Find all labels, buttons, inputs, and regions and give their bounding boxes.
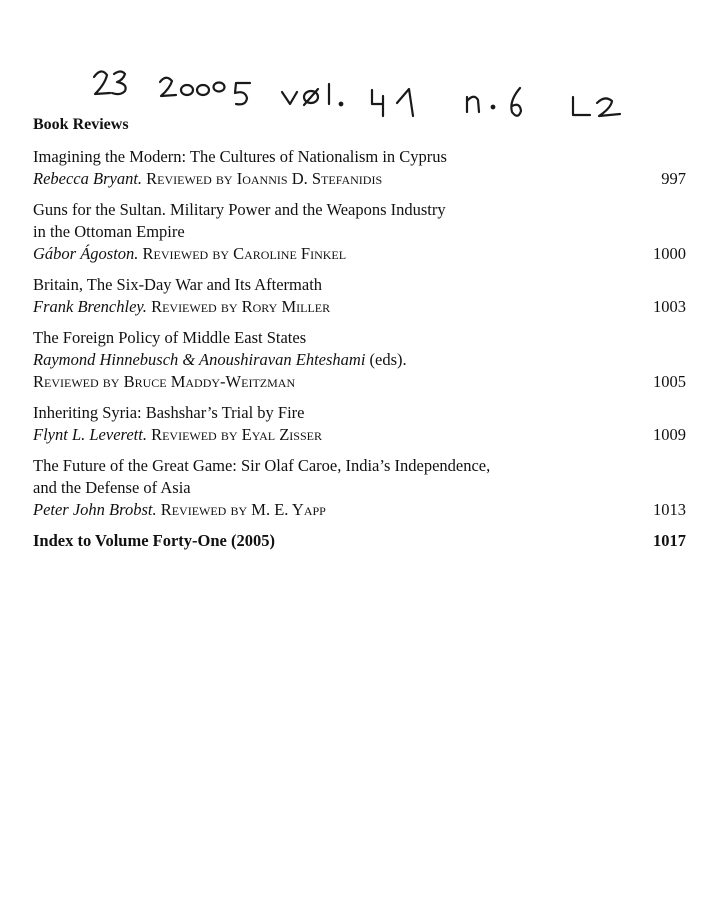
section-heading: Book Reviews [33, 116, 129, 133]
index-page-number: 1017 [653, 531, 686, 550]
review-entry [33, 146, 686, 190]
review-byline [33, 424, 686, 446]
review-title-line: Imagining the Modern: The Cultures of Nationalism in Cyprus [33, 147, 447, 166]
reviewer-name: Bruce Maddy-Weitzman [123, 372, 296, 391]
review-entry [33, 455, 686, 521]
review-entry [33, 199, 686, 265]
reviewed-by-label: Reviewed by [160, 500, 248, 519]
reviewed-by-label: Reviewed by [151, 425, 238, 444]
index-entry [33, 530, 686, 552]
review-author: Raymond Hinnebusch & Anoushiravan Ehteshami [33, 350, 366, 369]
review-byline [33, 168, 686, 190]
page-number: 1000 [653, 244, 686, 263]
reviewer-name: Caroline Finkel [233, 244, 347, 263]
page-number: 1009 [653, 425, 686, 444]
review-entry [33, 327, 686, 393]
reviewed-by-label: Reviewed by [146, 169, 233, 188]
reviewed-by-label: Reviewed by [33, 372, 120, 391]
page-number: 1013 [653, 500, 686, 519]
review-byline [33, 499, 686, 521]
page-number: 997 [661, 169, 686, 188]
review-title-line: Guns for the Sultan. Military Power and the Weapons Industry [33, 200, 446, 219]
reviewer-name: Rory Miller [241, 297, 331, 316]
review-title-line: The Foreign Policy of Middle East States [33, 328, 307, 347]
review-author: Frank Brenchley. [33, 297, 147, 316]
review-title-line: Britain, The Six-Day War and Its Aftermath [33, 275, 323, 294]
editors-suffix: (eds). [365, 350, 407, 369]
index-label: Index to Volume Forty-One (2005) [33, 531, 275, 550]
review-author: Flynt L. Leverett. [33, 425, 147, 444]
review-byline [33, 243, 686, 265]
page-number: 1003 [653, 297, 686, 316]
review-author: Gábor Ágoston. [33, 244, 139, 263]
review-title-line: The Future of the Great Game: Sir Olaf Caroe, India’s Independence, [33, 456, 491, 475]
review-title-line: in the Ottoman Empire [33, 222, 185, 241]
review-byline [33, 296, 686, 318]
reviewer-name: Eyal Zisser [241, 425, 322, 444]
handwritten-annotation [0, 0, 711, 130]
page-number: 1005 [653, 372, 686, 391]
reviewed-by-label: Reviewed by [151, 297, 238, 316]
review-author: Peter John Brobst. [33, 500, 157, 519]
review-title-line: and the Defense of Asia [33, 478, 191, 497]
reviewer-name: M. E. Yapp [251, 500, 326, 519]
reviewer-name: Ioannis D. Stefanidis [236, 169, 383, 188]
review-entry [33, 402, 686, 446]
review-entry [33, 274, 686, 318]
review-author: Rebecca Bryant. [33, 169, 143, 188]
review-list [33, 146, 686, 552]
review-byline [33, 371, 686, 393]
review-title-line: Inheriting Syria: Bashshar’s Trial by Fire [33, 403, 305, 422]
reviewed-by-label: Reviewed by [142, 244, 229, 263]
